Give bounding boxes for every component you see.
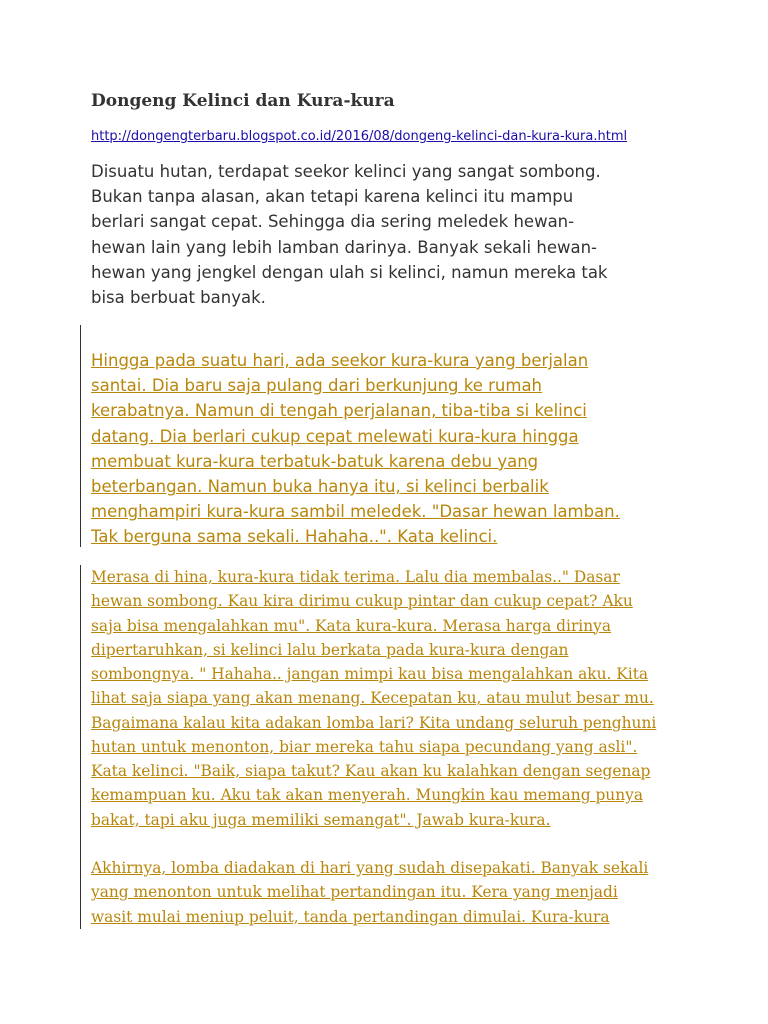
change-bar: [80, 565, 81, 929]
text-line: kemampuan ku. Aku tak akan menyerah. Mungkin kau memang punya: [91, 786, 643, 805]
text-line: hutan untuk menonton, biar mereka tahu siapa pecundang yang asli".: [91, 737, 638, 756]
text-line: hewan yang jengkel dengan ulah si kelinci, namun mereka tak: [91, 262, 608, 282]
document-title: Dongeng Kelinci dan Kura-kura: [91, 91, 395, 111]
text-line: yang menonton untuk melihat pertandingan itu. Kera yang menjadi: [91, 883, 618, 902]
text-line: datang. Dia berlari cukup cepat melewati kura-kura hingga: [91, 426, 579, 446]
text-line: membuat kura-kura terbatuk-batuk karena debu yang: [91, 451, 539, 471]
text-line: bisa berbuat banyak.: [91, 288, 266, 308]
text-line: santai. Dia baru saja pulang dari berkunjung ke rumah: [91, 376, 543, 396]
text-line: berlari sangat cepat. Sehingga dia sering meledek hewan-: [91, 212, 575, 232]
tracked-change-paragraph: [91, 348, 620, 550]
text-line: Merasa di hina, kura-kura tidak terima. Lalu dia membalas.." Dasar: [91, 568, 620, 586]
text-line: Hingga pada suatu hari, ada seekor kura-kura yang berjalan: [91, 351, 589, 370]
text-line: bakat, tapi aku juga memiliki semangat". Jawab kura-kura.: [91, 810, 551, 829]
text-line: saja bisa mengalahkan mu". Kata kura-kura. Merasa harga dirinya: [91, 616, 612, 635]
change-bar: [80, 325, 81, 547]
intro-paragraph: [91, 159, 691, 310]
tracked-change-paragraph: [91, 565, 656, 832]
text-line: menghampiri kura-kura sambil meledek. "Dasar hewan lamban.: [91, 502, 620, 522]
text-line: beterbangan. Namun buka hanya itu, si kelinci berbalik: [91, 477, 549, 497]
source-link[interactable]: http://dongengterbaru.blogspot.co.id/2016/08/dongeng-kelinci-dan-kura-kura.html: [91, 129, 628, 144]
text-line: Bukan tanpa alasan, akan tetapi karena kelinci itu mampu: [91, 187, 574, 207]
text-line: Tak berguna sama sekali. Hahaha..". Kata kelinci.: [91, 527, 498, 547]
text-line: Kata kelinci. "Baik, siapa takut? Kau akan ku kalahkan dengan segenap: [91, 762, 651, 780]
text-line: Disuatu hutan, terdapat seekor kelinci yang sangat sombong.: [91, 162, 601, 181]
text-line: lihat saja siapa yang akan menang. Kecepatan ku, atau mulut besar mu.: [91, 689, 654, 708]
text-line: kerabatnya. Namun di tengah perjalanan, tiba-tiba si kelinci: [91, 401, 587, 421]
text-line: Bagaimana kalau kita adakan lomba lari? Kita undang seluruh penghuni: [91, 713, 657, 732]
text-line: hewan lain yang lebih lamban darinya. Banyak sekali hewan-: [91, 237, 598, 257]
tracked-change-paragraph: [91, 856, 648, 929]
text-line: Akhirnya, lomba diadakan di hari yang sudah disepakati. Banyak sekali: [91, 859, 649, 877]
text-line: sombongnya. " Hahaha.. jangan mimpi kau bisa mengalahkan aku. Kita: [91, 665, 649, 683]
text-line: dipertaruhkan, si kelinci lalu berkata pada kura-kura dengan: [91, 640, 569, 659]
text-line: wasit mulai meniup peluit, tanda pertandingan dimulai. Kura-kura: [91, 907, 610, 926]
text-line: hewan sombong. Kau kira dirimu cukup pintar dan cukup cepat? Aku: [91, 592, 633, 611]
